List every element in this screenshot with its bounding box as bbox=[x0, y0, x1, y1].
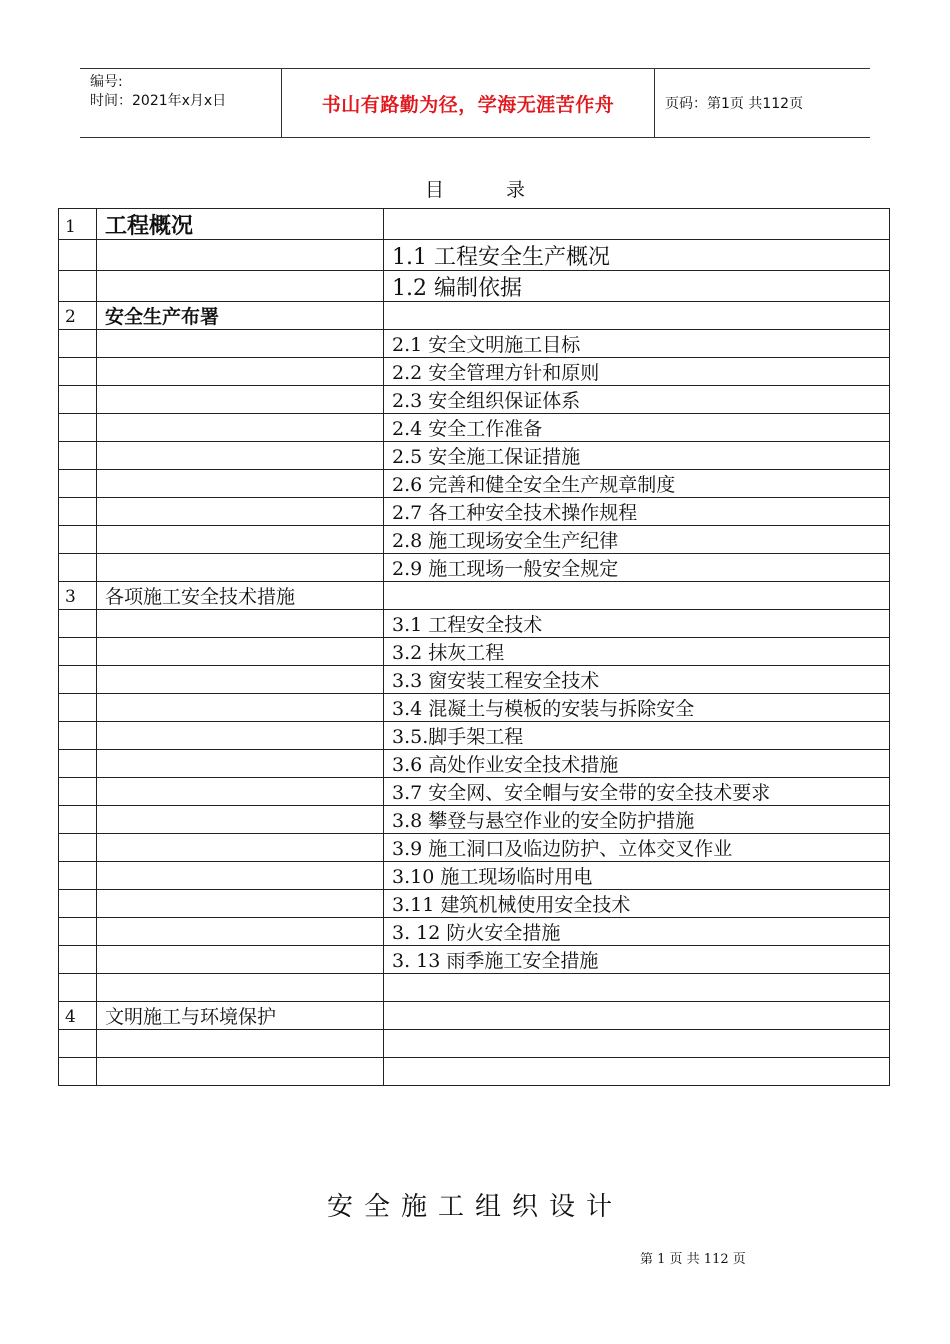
toc-subsection bbox=[384, 974, 890, 1002]
toc-num bbox=[59, 386, 97, 414]
toc-row bbox=[59, 330, 890, 358]
toc-num bbox=[59, 890, 97, 918]
toc-section bbox=[97, 1030, 384, 1058]
toc-section bbox=[97, 386, 384, 414]
toc-subsection: 3.2 抹灰工程 bbox=[384, 638, 890, 666]
toc-section bbox=[97, 271, 384, 302]
toc-row bbox=[59, 918, 890, 946]
toc-section: 文明施工与环境保护 bbox=[97, 1002, 384, 1030]
toc-num bbox=[59, 806, 97, 834]
toc-row bbox=[59, 610, 890, 638]
toc-section bbox=[97, 722, 384, 750]
toc-num bbox=[59, 974, 97, 1002]
toc-num bbox=[59, 722, 97, 750]
toc-num bbox=[59, 470, 97, 498]
toc-row bbox=[59, 862, 890, 890]
toc-subsection: 3.6 高处作业安全技术措施 bbox=[384, 750, 890, 778]
toc-num: 3 bbox=[59, 582, 97, 610]
toc-section bbox=[97, 918, 384, 946]
toc-subsection: 3.1 工程安全技术 bbox=[384, 610, 890, 638]
toc-row bbox=[59, 722, 890, 750]
toc-subsection: 2.8 施工现场安全生产纪律 bbox=[384, 526, 890, 554]
toc-num bbox=[59, 498, 97, 526]
toc-row bbox=[59, 946, 890, 974]
toc-section bbox=[97, 498, 384, 526]
toc-num: 2 bbox=[59, 302, 97, 330]
toc-row bbox=[59, 526, 890, 554]
toc-row bbox=[59, 271, 890, 302]
toc-section bbox=[97, 890, 384, 918]
toc-row bbox=[59, 1058, 890, 1086]
toc-section bbox=[97, 442, 384, 470]
toc-subsection: 3.5.脚手架工程 bbox=[384, 722, 890, 750]
toc-section bbox=[97, 1058, 384, 1086]
toc-subsection: 3.8 攀登与悬空作业的安全防护措施 bbox=[384, 806, 890, 834]
toc-row bbox=[59, 806, 890, 834]
toc-num bbox=[59, 442, 97, 470]
page-header bbox=[80, 68, 870, 138]
toc-section bbox=[97, 862, 384, 890]
toc-section bbox=[97, 946, 384, 974]
toc-section bbox=[97, 610, 384, 638]
toc-section bbox=[97, 330, 384, 358]
toc-row bbox=[59, 470, 890, 498]
toc-num bbox=[59, 638, 97, 666]
toc-subsection: 3.4 混凝土与模板的安装与拆除安全 bbox=[384, 694, 890, 722]
toc-subsection: 2.7 各工种安全技术操作规程 bbox=[384, 498, 890, 526]
toc-section bbox=[97, 694, 384, 722]
toc-section bbox=[97, 470, 384, 498]
toc-section bbox=[97, 834, 384, 862]
toc-row bbox=[59, 1030, 890, 1058]
toc-section bbox=[97, 358, 384, 386]
toc-num: 1 bbox=[59, 209, 97, 240]
toc-num bbox=[59, 330, 97, 358]
toc-row bbox=[59, 302, 890, 330]
toc-row bbox=[59, 1002, 890, 1030]
toc-table bbox=[58, 208, 890, 1086]
toc-num bbox=[59, 358, 97, 386]
toc-row bbox=[59, 834, 890, 862]
toc-subsection: 2.6 完善和健全安全生产规章制度 bbox=[384, 470, 890, 498]
toc-subsection bbox=[384, 302, 890, 330]
toc-section bbox=[97, 750, 384, 778]
toc-subsection: 3.9 施工洞口及临边防护、立体交叉作业 bbox=[384, 834, 890, 862]
toc-row bbox=[59, 358, 890, 386]
toc-section bbox=[97, 974, 384, 1002]
toc-row bbox=[59, 554, 890, 582]
document-title: 安全施工组织设计 bbox=[326, 1192, 623, 1222]
toc-num bbox=[59, 666, 97, 694]
toc-row bbox=[59, 638, 890, 666]
toc-section bbox=[97, 526, 384, 554]
toc-section bbox=[97, 778, 384, 806]
toc-row bbox=[59, 209, 890, 240]
toc-num bbox=[59, 750, 97, 778]
toc-row bbox=[59, 582, 890, 610]
toc-subsection: 2.1 安全文明施工目标 bbox=[384, 330, 890, 358]
toc-row bbox=[59, 386, 890, 414]
toc-row bbox=[59, 750, 890, 778]
toc-num bbox=[59, 240, 97, 271]
toc-row bbox=[59, 240, 890, 271]
toc-num bbox=[59, 271, 97, 302]
toc-num: 4 bbox=[59, 1002, 97, 1030]
toc-num bbox=[59, 414, 97, 442]
toc-subsection: 2.5 安全施工保证措施 bbox=[384, 442, 890, 470]
number-label: 编号: bbox=[90, 74, 123, 90]
toc-row bbox=[59, 498, 890, 526]
toc-subsection bbox=[384, 1002, 890, 1030]
toc-num bbox=[59, 1030, 97, 1058]
toc-section bbox=[97, 638, 384, 666]
toc-num bbox=[59, 834, 97, 862]
toc-subsection: 1.2 编制依据 bbox=[384, 271, 890, 302]
toc-num bbox=[59, 918, 97, 946]
toc-subsection bbox=[384, 1058, 890, 1086]
toc-subsection bbox=[384, 582, 890, 610]
toc-num bbox=[59, 610, 97, 638]
page-footer: 第 1 页 共 112 页 bbox=[640, 1252, 746, 1267]
toc-subsection: 1.1 工程安全生产概况 bbox=[384, 240, 890, 271]
motto-text: 书山有路勤为径，学海无涯苦作舟 bbox=[321, 93, 615, 116]
toc-row bbox=[59, 890, 890, 918]
toc-num bbox=[59, 946, 97, 974]
toc-subsection: 3.3 窗安装工程安全技术 bbox=[384, 666, 890, 694]
toc-section bbox=[97, 240, 384, 271]
toc-row bbox=[59, 666, 890, 694]
toc-row bbox=[59, 442, 890, 470]
toc-subsection: 3.11 建筑机械使用安全技术 bbox=[384, 890, 890, 918]
toc-row bbox=[59, 974, 890, 1002]
toc-section bbox=[97, 806, 384, 834]
toc-num bbox=[59, 862, 97, 890]
toc-row bbox=[59, 778, 890, 806]
toc-subsection: 2.4 安全工作准备 bbox=[384, 414, 890, 442]
header-motto-cell bbox=[282, 69, 655, 137]
toc-section: 工程概况 bbox=[97, 209, 384, 240]
time-label: 时间：2021年x月x日 bbox=[90, 93, 227, 109]
toc-subsection: 2.3 安全组织保证体系 bbox=[384, 386, 890, 414]
toc-num bbox=[59, 526, 97, 554]
toc-subsection bbox=[384, 1030, 890, 1058]
toc-row bbox=[59, 414, 890, 442]
toc-section bbox=[97, 554, 384, 582]
toc-num bbox=[59, 778, 97, 806]
toc-section bbox=[97, 414, 384, 442]
toc-row bbox=[59, 694, 890, 722]
toc-subsection: 3.10 施工现场临时用电 bbox=[384, 862, 890, 890]
header-meta bbox=[80, 69, 282, 137]
toc-subsection bbox=[384, 209, 890, 240]
toc-subsection: 2.2 安全管理方针和原则 bbox=[384, 358, 890, 386]
toc-num bbox=[59, 694, 97, 722]
toc-section bbox=[97, 666, 384, 694]
toc-num bbox=[59, 554, 97, 582]
toc-subsection: 3. 13 雨季施工安全措施 bbox=[384, 946, 890, 974]
toc-section: 安全生产布署 bbox=[97, 302, 384, 330]
toc-num bbox=[59, 1058, 97, 1086]
toc-subsection: 3. 12 防火安全措施 bbox=[384, 918, 890, 946]
toc-subsection: 2.9 施工现场一般安全规定 bbox=[384, 554, 890, 582]
header-page-info: 页码：第1页 共112页 bbox=[665, 96, 804, 112]
toc-title: 目 录 bbox=[424, 179, 526, 201]
toc-subsection: 3.7 安全网、安全帽与安全带的安全技术要求 bbox=[384, 778, 890, 806]
toc-section: 各项施工安全技术措施 bbox=[97, 582, 384, 610]
